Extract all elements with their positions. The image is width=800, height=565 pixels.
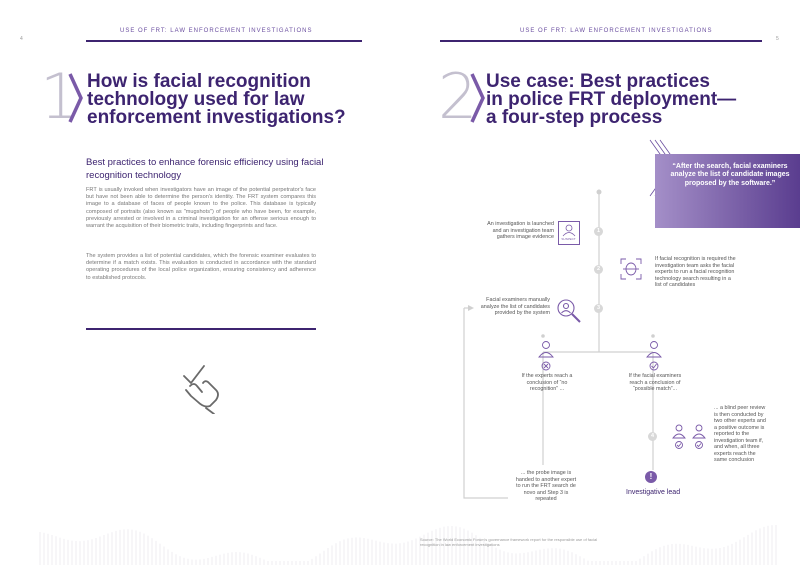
decorative-wave-lines — [0, 505, 800, 565]
title-line: enforcement investigations? — [87, 107, 346, 128]
person-check-icon — [644, 340, 664, 372]
pull-quote: “After the search, facial examiners analyze the list of candidate images proposed by the software.” — [670, 163, 790, 187]
section-subtitle: Best practices to enhance forensic efficiency using facial recognition technology — [86, 157, 324, 181]
chevron-icon — [68, 72, 84, 124]
source-note: Source: The World Economic Forum's governance framework report for the responsible use of facial recognition in law enforcement investigations — [420, 537, 598, 547]
possible-match-text: If the facial examiners reach a conclusion of “possible match”... — [628, 373, 682, 392]
step2-text: If facial recognition is required the investigation team asks the facial experts to run a facial recognition technology search resulting in a list of candidates — [655, 256, 736, 288]
repeat-text: ... the probe image is handed to another expert to run the FRT search de novo and Step 3 is repeated — [515, 470, 577, 502]
hand-tick-icon — [176, 362, 224, 414]
title-line: a four-step process — [486, 107, 663, 128]
step-badge-2: 2 — [594, 265, 603, 274]
step-badge-1: 1 — [594, 227, 603, 236]
title-line: Use case: Best practices — [486, 71, 710, 92]
header-rule-right — [440, 40, 762, 42]
suspect-photo-icon — [558, 221, 580, 245]
page-number-left: 4 — [20, 36, 23, 42]
title-line: technology used for law — [87, 89, 305, 110]
step1-text: An investigation is launched and an investigation team gathers image evidence — [487, 221, 554, 240]
chevron-icon — [470, 72, 486, 124]
step3-text: Facial examiners manually analyze the list of candidates provided by the system — [480, 297, 550, 316]
investigative-lead-icon: ! — [645, 471, 657, 483]
running-header-left: USE OF FRT: LAW ENFORCEMENT INVESTIGATIONS — [120, 28, 313, 34]
suspect-label: SUSPECT — [561, 237, 576, 241]
body-paragraph-1: FRT is usually invoked when investigators have an image of the potential perpetrator's face but have not been able to determine the person's identity. The FRT system compares this image to a database of faces of people known to the police. This database is typically composed of portraits (also known as "mugshots") of people who have been, for example, previously arrested or involved in a criminal investigation for an offense serious enough to warrant the acquisition of their biometric traits, including fingerprints and face. — [86, 187, 316, 230]
page-title-left — [87, 73, 377, 127]
investigative-lead-label: Investigative lead — [626, 489, 681, 496]
running-header-right: USE OF FRT: LAW ENFORCEMENT INVESTIGATIONS — [520, 28, 713, 34]
page-title-right — [486, 73, 786, 127]
step-badge-4: 4 — [648, 432, 657, 441]
page-number-right: 5 — [776, 36, 779, 42]
header-rule-left — [86, 40, 362, 42]
person-x-icon — [536, 340, 556, 372]
section-number-2: 2 — [438, 60, 478, 133]
peer-review-text: ... a blind peer review is then conducted by two other experts and a positive outcome is reported to the investigation team if, and when, all three experts reach the same conclusion — [714, 405, 766, 463]
no-recognition-text: If the experts reach a conclusion of “no recognition” ... — [521, 373, 573, 392]
step-badge-3: 3 — [594, 304, 603, 313]
title-line: in police FRT deployment— — [486, 89, 737, 110]
body-paragraph-2: The system provides a list of potential candidates, which the forensic examiner evaluates to determine if a match exists. This evaluation is conducted in accordance with the standard operating procedures of the local police organization, ensuring consistency and adherence to established protocols. — [86, 253, 316, 281]
two-persons-check-icon — [670, 424, 710, 452]
magnifier-person-icon — [556, 298, 582, 324]
section-divider — [86, 328, 316, 330]
title-line: How is facial recognition — [87, 71, 311, 92]
section-number-1: 1 — [40, 60, 80, 133]
face-scan-icon — [620, 258, 642, 280]
